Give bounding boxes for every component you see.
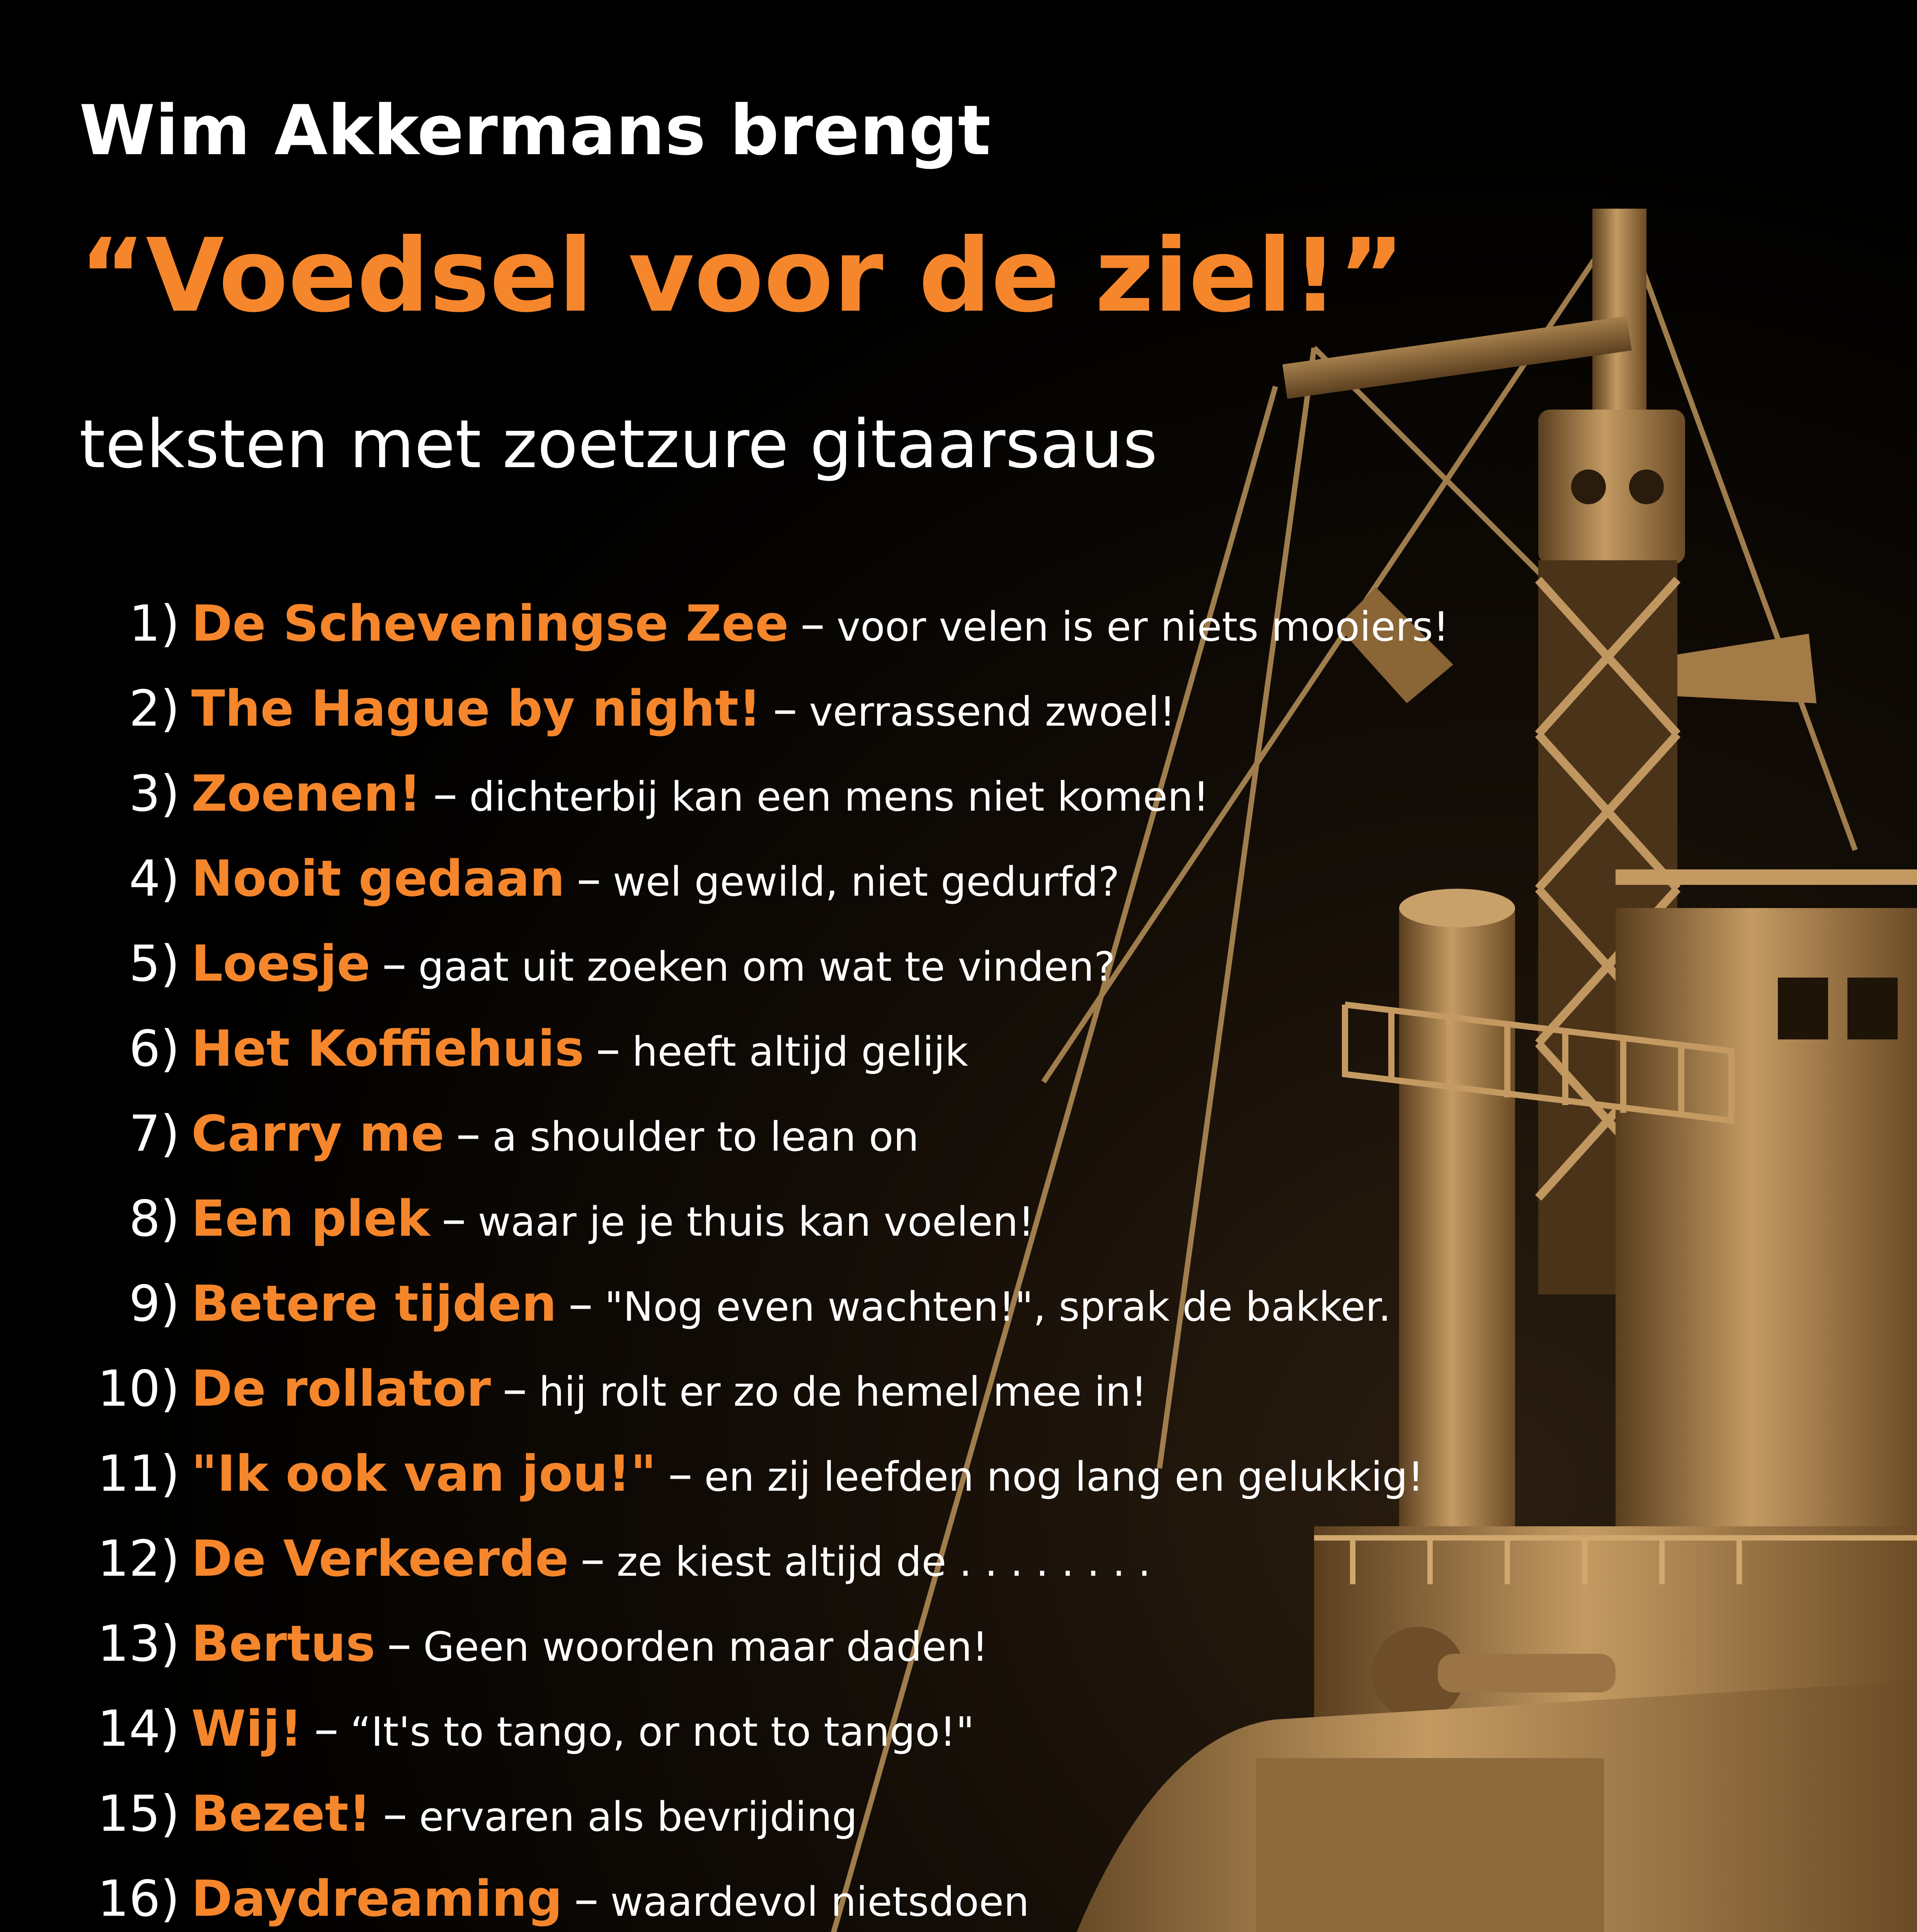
track-title: Wij! [191, 1700, 303, 1758]
track-dash: – [773, 680, 798, 738]
track-item [0, 765, 1449, 850]
track-dash: – [456, 1105, 481, 1163]
track-number: 6) [129, 1020, 180, 1078]
track-title: De Verkeerde [191, 1530, 569, 1588]
track-number: 7) [129, 1105, 180, 1163]
track-description: wel gewild, niet gedurfd? [613, 858, 1120, 905]
track-dash: – [441, 1190, 466, 1248]
track-item [0, 595, 1449, 680]
track-number: 10) [97, 1360, 180, 1418]
track-title: Een plek [191, 1190, 430, 1248]
track-description: heeft altijd gelijk [632, 1028, 969, 1075]
track-number: 12) [97, 1530, 180, 1588]
track-dash: – [568, 1275, 593, 1333]
track-description: voor velen is er niets mooiers! [836, 603, 1449, 650]
track-description: Geen woorden maar daden! [423, 1623, 988, 1670]
track-number: 5) [129, 935, 180, 993]
track-title: Nooit gedaan [191, 850, 565, 908]
track-item [0, 1700, 1449, 1785]
track-dash: – [668, 1445, 693, 1503]
track-description: verrassend zwoel! [809, 688, 1176, 735]
track-dash: – [387, 1615, 412, 1673]
track-dash: – [383, 1785, 408, 1843]
track-item [0, 935, 1449, 1020]
track-number: 3) [129, 765, 180, 823]
track-item [0, 1275, 1449, 1360]
track-title: Bezet! [191, 1785, 371, 1843]
track-number: 9) [129, 1275, 180, 1333]
track-item [0, 1530, 1449, 1615]
track-title: Loesje [191, 935, 371, 993]
track-title: Het Koffiehuis [191, 1020, 584, 1078]
track-description: "Nog even wachten!", sprak de bakker. [604, 1283, 1391, 1330]
track-dash: – [574, 1870, 599, 1928]
track-title: Carry me [191, 1105, 444, 1163]
show-title: “Voedsel voor de ziel!” [79, 217, 1405, 335]
track-item [0, 1020, 1449, 1105]
track-description: “It's to tango, or not to tango!" [350, 1708, 975, 1755]
track-dash: – [314, 1700, 339, 1758]
track-title: Betere tijden [191, 1275, 557, 1333]
presenter-line: Wim Akkermans brengt [79, 90, 991, 170]
track-item [0, 1785, 1449, 1870]
track-item [0, 850, 1449, 935]
track-dash: – [800, 595, 825, 653]
track-dash: – [433, 765, 458, 823]
track-item [0, 1190, 1449, 1275]
track-item [0, 1870, 1449, 1932]
track-description: a shoulder to lean on [492, 1113, 919, 1160]
track-description: en zij leefden nog lang en gelukkig! [704, 1453, 1424, 1500]
track-item [0, 1105, 1449, 1190]
track-title: Daydreaming [191, 1870, 563, 1928]
track-title: Zoenen! [191, 765, 421, 823]
track-item [0, 1445, 1449, 1530]
track-title: "Ik ook van jou!" [191, 1445, 657, 1503]
track-dash: – [580, 1530, 605, 1588]
track-title: Bertus [191, 1615, 375, 1673]
track-description: waar je je thuis kan voelen! [478, 1198, 1035, 1245]
track-dash: – [576, 850, 601, 908]
track-list [0, 595, 1449, 1932]
show-subtitle: teksten met zoetzure gitaarsaus [79, 405, 1158, 483]
track-title: De Scheveningse Zee [191, 595, 789, 653]
track-description: ervaren als bevrijding [419, 1793, 858, 1840]
track-description: ze kiest altijd de . . . . . . . . [616, 1538, 1151, 1585]
track-description: hij rolt er zo de hemel mee in! [539, 1368, 1147, 1415]
track-item [0, 680, 1449, 765]
track-number: 11) [97, 1445, 180, 1503]
track-dash: – [382, 935, 407, 993]
track-description: dichterbij kan een mens niet komen! [469, 773, 1209, 820]
track-description: waardevol nietsdoen [610, 1878, 1029, 1925]
track-number: 8) [129, 1190, 180, 1248]
track-number: 1) [129, 595, 180, 653]
track-description: gaat uit zoeken om wat te vinden? [418, 943, 1115, 990]
track-number: 4) [129, 850, 180, 908]
track-number: 13) [97, 1615, 180, 1673]
track-title: The Hague by night! [191, 680, 761, 738]
track-item [0, 1615, 1449, 1700]
track-number: 2) [129, 680, 180, 738]
track-number: 14) [97, 1700, 180, 1758]
track-item [0, 1360, 1449, 1445]
track-number: 15) [97, 1785, 180, 1843]
track-dash: – [596, 1020, 621, 1078]
track-dash: – [502, 1360, 528, 1418]
track-title: De rollator [191, 1360, 491, 1418]
track-number: 16) [97, 1870, 180, 1928]
